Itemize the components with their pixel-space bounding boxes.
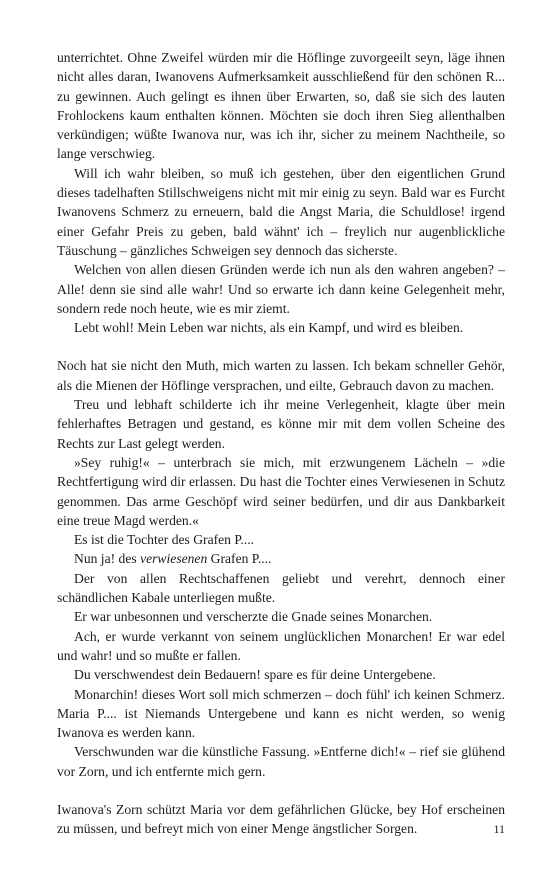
- paragraph: Du verschwendest dein Bedauern! spare es für deine Untergebene.: [74, 667, 436, 683]
- page-number: 11: [493, 822, 505, 836]
- paragraph: Der von allen Rechtschaffenen geliebt und verehrt, dennoch einer schändlichen Kabale unterliegen mußte.: [57, 570, 505, 606]
- page-body: [57, 48, 505, 839]
- paragraph: Er war unbesonnen und verscherzte die Gnade seines Monarchen.: [74, 609, 433, 625]
- emphasis: verwiesenen: [140, 551, 208, 567]
- paragraph: Noch hat sie nicht den Muth, mich warten zu lassen. Ich bekam schneller Gehör, als die Mienen der Höflinge versprachen, und eilte, Gebrauch davon zu machen.: [57, 358, 505, 393]
- paragraph: Lebt wohl! Mein Leben war nichts, als ein Kampf, und wird es bleiben.: [74, 320, 464, 336]
- paragraph: Es ist die Tochter des Grafen P....: [74, 532, 255, 548]
- paragraph-text: Grafen P....: [207, 551, 272, 567]
- paragraph: Monarchin! dieses Wort soll mich schmerzen – doch fühl' ich keinen Schmerz. Maria P.... ist Niemands Untergebene und kann es nicht werden, so wenig Iwanova es werden kann.: [57, 686, 505, 741]
- paragraph: Treu und lebhaft schilderte ich ihr meine Verlegenheit, klagte über mein fehlerhaftes Betragen und gestand, es könne mir mit dem vollen Scheine des Rechts zur Last gelegt werden.: [57, 397, 505, 451]
- paragraph: Iwanova's Zorn schützt Maria vor dem gefährlichen Glücke, bey Hof erscheinen zu müssen, und befreyt mich von einer Menge ängstlicher Sorgen.: [57, 801, 505, 837]
- paragraph: Verschwunden war die künstliche Fassung. »Entferne dich!« – rief sie glühend vor Zorn, und ich entfernte mich gern.: [57, 744, 505, 779]
- paragraph: unterrichtet. Ohne Zweifel würden mir die Höflinge zuvorgeeilt seyn, läge ihnen nicht alles daran, Iwanovens Aufmerksamkeit ausschließend für den schönen R... zu gewinnen. Auch gelingt es ihnen über Erwarten, so, daß sie sich des lauten Frohlockens kaum enthalten können. Möchten sie doch ihren Sieg allenthalben verkündigen; wüßte Iwanova nur, was ich ihr, sicher zu meinem Nachtheile, so lange verschwieg.: [57, 50, 505, 162]
- paragraph: Welchen von allen diesen Gründen werde ich nun als den wahren angeben? – Alle! denn sie sind alle wahr! Und so erwarte ich dann keine Gelegenheit mehr, sondern rede noch heute, wie es mir ziemt.: [57, 262, 505, 316]
- paragraph: Ach, er wurde verkannt von seinem unglücklichen Monarchen! Er war edel und wahr! und so mußte er fallen.: [57, 628, 505, 663]
- paragraph-text: Nun ja! des: [74, 551, 141, 567]
- paragraph: »Sey ruhig!« – unterbrach sie mich, mit erzwungenem Lächeln – »die Rechtfertigung wird dir erlassen. Du hast die Tochter eines Verwiesenen in Schutz genommen. Das arme Geschöpf wird seiner bedürfen, und dir aus Dankbarkeit eine treue Magd werden.«: [57, 454, 505, 528]
- paragraph: [57, 549, 505, 568]
- paragraph: Will ich wahr bleiben, so muß ich gestehen, über den eigentlichen Grund dieses tadelhaften Stillschweigens nicht mit mir einig zu seyn. Bald war es Furcht Iwanovens Schmerz zu erneuern, bald die Angst Maria, die Schuldlose! irgend einer Gefahr Preis zu geben, bald wähnt' ich – freylich nur augenblickliche Täuschung – gänzliches Schweigen sey dennoch das sicherste.: [57, 165, 505, 258]
